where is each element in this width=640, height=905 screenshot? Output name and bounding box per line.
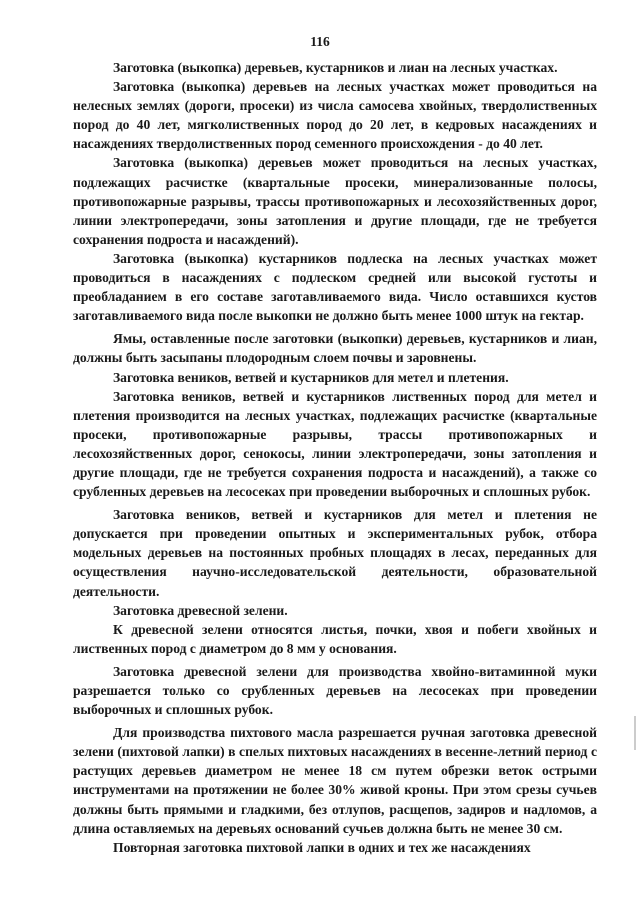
paragraph-tree-digging-nonforest: Заготовка (выкопка) деревьев на лесных участках может проводиться на нелесных землях (дороги, просеки) из числа самосева хвойных, твердолиственных пород до 40 лет, мягколиственных пород до 20 лет, в кедровых насаждениях и насаждениях твердолиственных пород семенного происхождения - до 40 лет. xyxy=(73,79,597,152)
paragraph-pits-backfill: Ямы, оставленные после заготовки (выкопки) деревьев, кустарников и лиан, должны быть засыпаны плодородным слоем почвы и заровнены. xyxy=(73,331,597,366)
paragraph-shrub-digging: Заготовка (выкопка) кустарников подлеска на лесных участках может проводиться в насаждениях с подлеском средней или высокой густоты и преобладанием в его составе заготавливаемого вида. Число оставшихся кустов заготавливаемого вида после выкопки не должно быть менее 1000 штук на гектар. xyxy=(73,250,597,324)
scan-artifact-mark xyxy=(634,716,636,750)
paragraph-fir-repeat: Повторная заготовка пихтовой лапки в одних и тех же насаждениях xyxy=(113,839,531,855)
section-heading-tree-digging: Заготовка (выкопка) деревьев, кустарников и лиан на лесных участках. xyxy=(113,60,558,75)
paragraph-fir-oil: Для производства пихтового масла разрешается ручная заготовка древесной зелени (пихтовой лапки) в спелых пихтовых насаждениях в весенне-летний период с растущих деревьев диаметром не менее 18 см путем обрезки веток острыми инструментами на протяжении не более 30% живой кроны. При этом срезы сучьев должны быть прямыми и гладкими, без отлупов, расщепов, задиров и надломов, а длина оставляемых на деревьях оснований сучьев должна быть не менее 30 см. xyxy=(73,725,597,836)
section-heading-brooms-branches: Заготовка веников, ветвей и кустарников для метел и плетения. xyxy=(113,369,509,385)
page-number: 116 xyxy=(310,34,330,49)
paragraph-tree-digging-clearing: Заготовка (выкопка) деревьев может проводиться на лесных участках, подлежащих расчистке (квартальные просеки, минерализованные полосы, противопожарные разрывы, трассы противопожарных и лесохозяйственных дорог, линии электропередачи, зоны затопления и другие площади, где не требуется сохранения подроста и насаждений). xyxy=(73,155,597,247)
paragraph-brooms-prohibited: Заготовка веников, ветвей и кустарников для метел и плетения не допускается при проведении опытных и экспериментальных рубок, отбора модельных деревьев на постоянных пробных площадях в лесах, переданных для осуществления научно-исследовательской деятельности, образовательной деятельности. xyxy=(73,507,597,599)
section-heading-tree-greens: Заготовка древесной зелени. xyxy=(113,602,288,618)
paragraph-brooms-allowed: Заготовка веников, ветвей и кустарников лиственных пород для метел и плетения производится на лесных участках, подлежащих расчистке (квартальные просеки, противопожарные разрывы, трассы противопожарных и лесохозяйственных дорог, сенокосы, линии электропередачи, зоны затопления и другие площади, где не требуется сохранения подроста и насаждений), а также со срубленных деревьев на лесосеках при проведении выборочных и сплошных рубок. xyxy=(73,388,597,500)
paragraph-greens-definition: К древесной зелени относятся листья, почки, хвоя и побеги хвойных и лиственных пород с диаметром до 8 мм у основания. xyxy=(73,621,597,656)
paragraph-greens-vitamin-flour: Заготовка древесной зелени для производства хвойно-витаминной муки разрешается только со срубленных деревьев на лесосеках при проведении выборочных и сплошных рубок. xyxy=(73,663,597,718)
page-content xyxy=(73,58,597,857)
